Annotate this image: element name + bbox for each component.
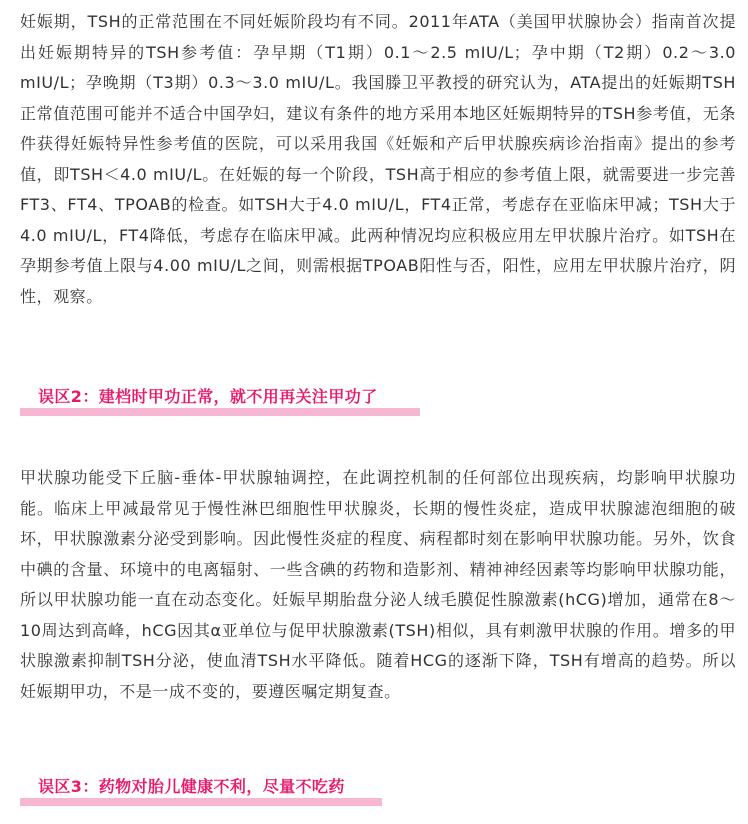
body-paragraph-thyroid-function: 甲状腺功能受下丘脑-垂体-甲状腺轴调控，在此调控机制的任何部位出现疾病，均影响甲状腺功能。临床上甲减最常见于慢性淋巴细胞性甲状腺炎，长期的慢性炎症，造成甲状腺滤泡细胞的破坏，甲状腺激素分泌受到影响。因此慢性炎症的程度、病程都时刻在影响甲状腺功能。另外，饮食中碘的含量、环境中的电离辐射、一些含碘的药物和造影剂、精神神经因素等均影响甲状腺功能，所以甲状腺功能一直在动态变化。妊娠早期胎盘分泌人绒毛膜促性腺激素(hCG)增加，通常在8～10周达到高峰，hCG因其α亚单位与促甲状腺激素(TSH)相似，具有刺激甲状腺的作用。增多的甲状腺激素抑制TSH分泌，使血清TSH水平降低。随着HCG的逐渐下降，TSH有增高的趋势。所以妊娠期甲功，不是一成不变的，要遵医嘱定期复查。 [20,468,736,701]
section-heading-text: 误区2：建档时甲功正常，就不用再关注甲功了 [38,387,378,406]
body-paragraph-tsh-reference: 妊娠期，TSH的正常范围在不同妊娠阶段均有不同。2011年ATA（美国甲状腺协会）指南首次提出妊娠期特异的TSH参考值：孕早期（T1期）0.1～2.5 mIU/L；孕中期（T2期）0.2～3.0 mIU/L；孕晚期（T3期）0.3～3.0 mIU/L。我国滕卫平教授的研究认为，ATA提出的妊娠期TSH正常值范围可能并不适合中国孕妇，建议有条件的地方采用本地区妊娠期特异的TSH参考值，无条件获得妊娠特异性参考值的医院，可以采用我国《妊娠和产后甲状腺疾病诊治指南》提出的参考值，即TSH＜4.0 mIU/L。在妊娠的每一个阶段，TSH高于相应的参考值上限，就需要进一步完善FT3、FT4、TPOAB的检查。如TSH大于4.0 mIU/L，FT4正常，考虑存在亚临床甲减；TSH大于4.0 mIU/L，FT4降低，考虑存在临床甲减。此两种情况均应积极应用左甲状腺片治疗。如TSH在孕期参考值上限与4.00 mIU/L之间，则需根据TPOAB阳性与否，阳性，应用左甲状腺片治疗，阴性，观察。 [20,12,736,306]
section-heading-myth-3 [20,772,382,806]
section-heading-text: 误区3：药物对胎儿健康不利，尽量不吃药 [38,777,345,796]
section-heading-myth-2 [20,382,420,416]
